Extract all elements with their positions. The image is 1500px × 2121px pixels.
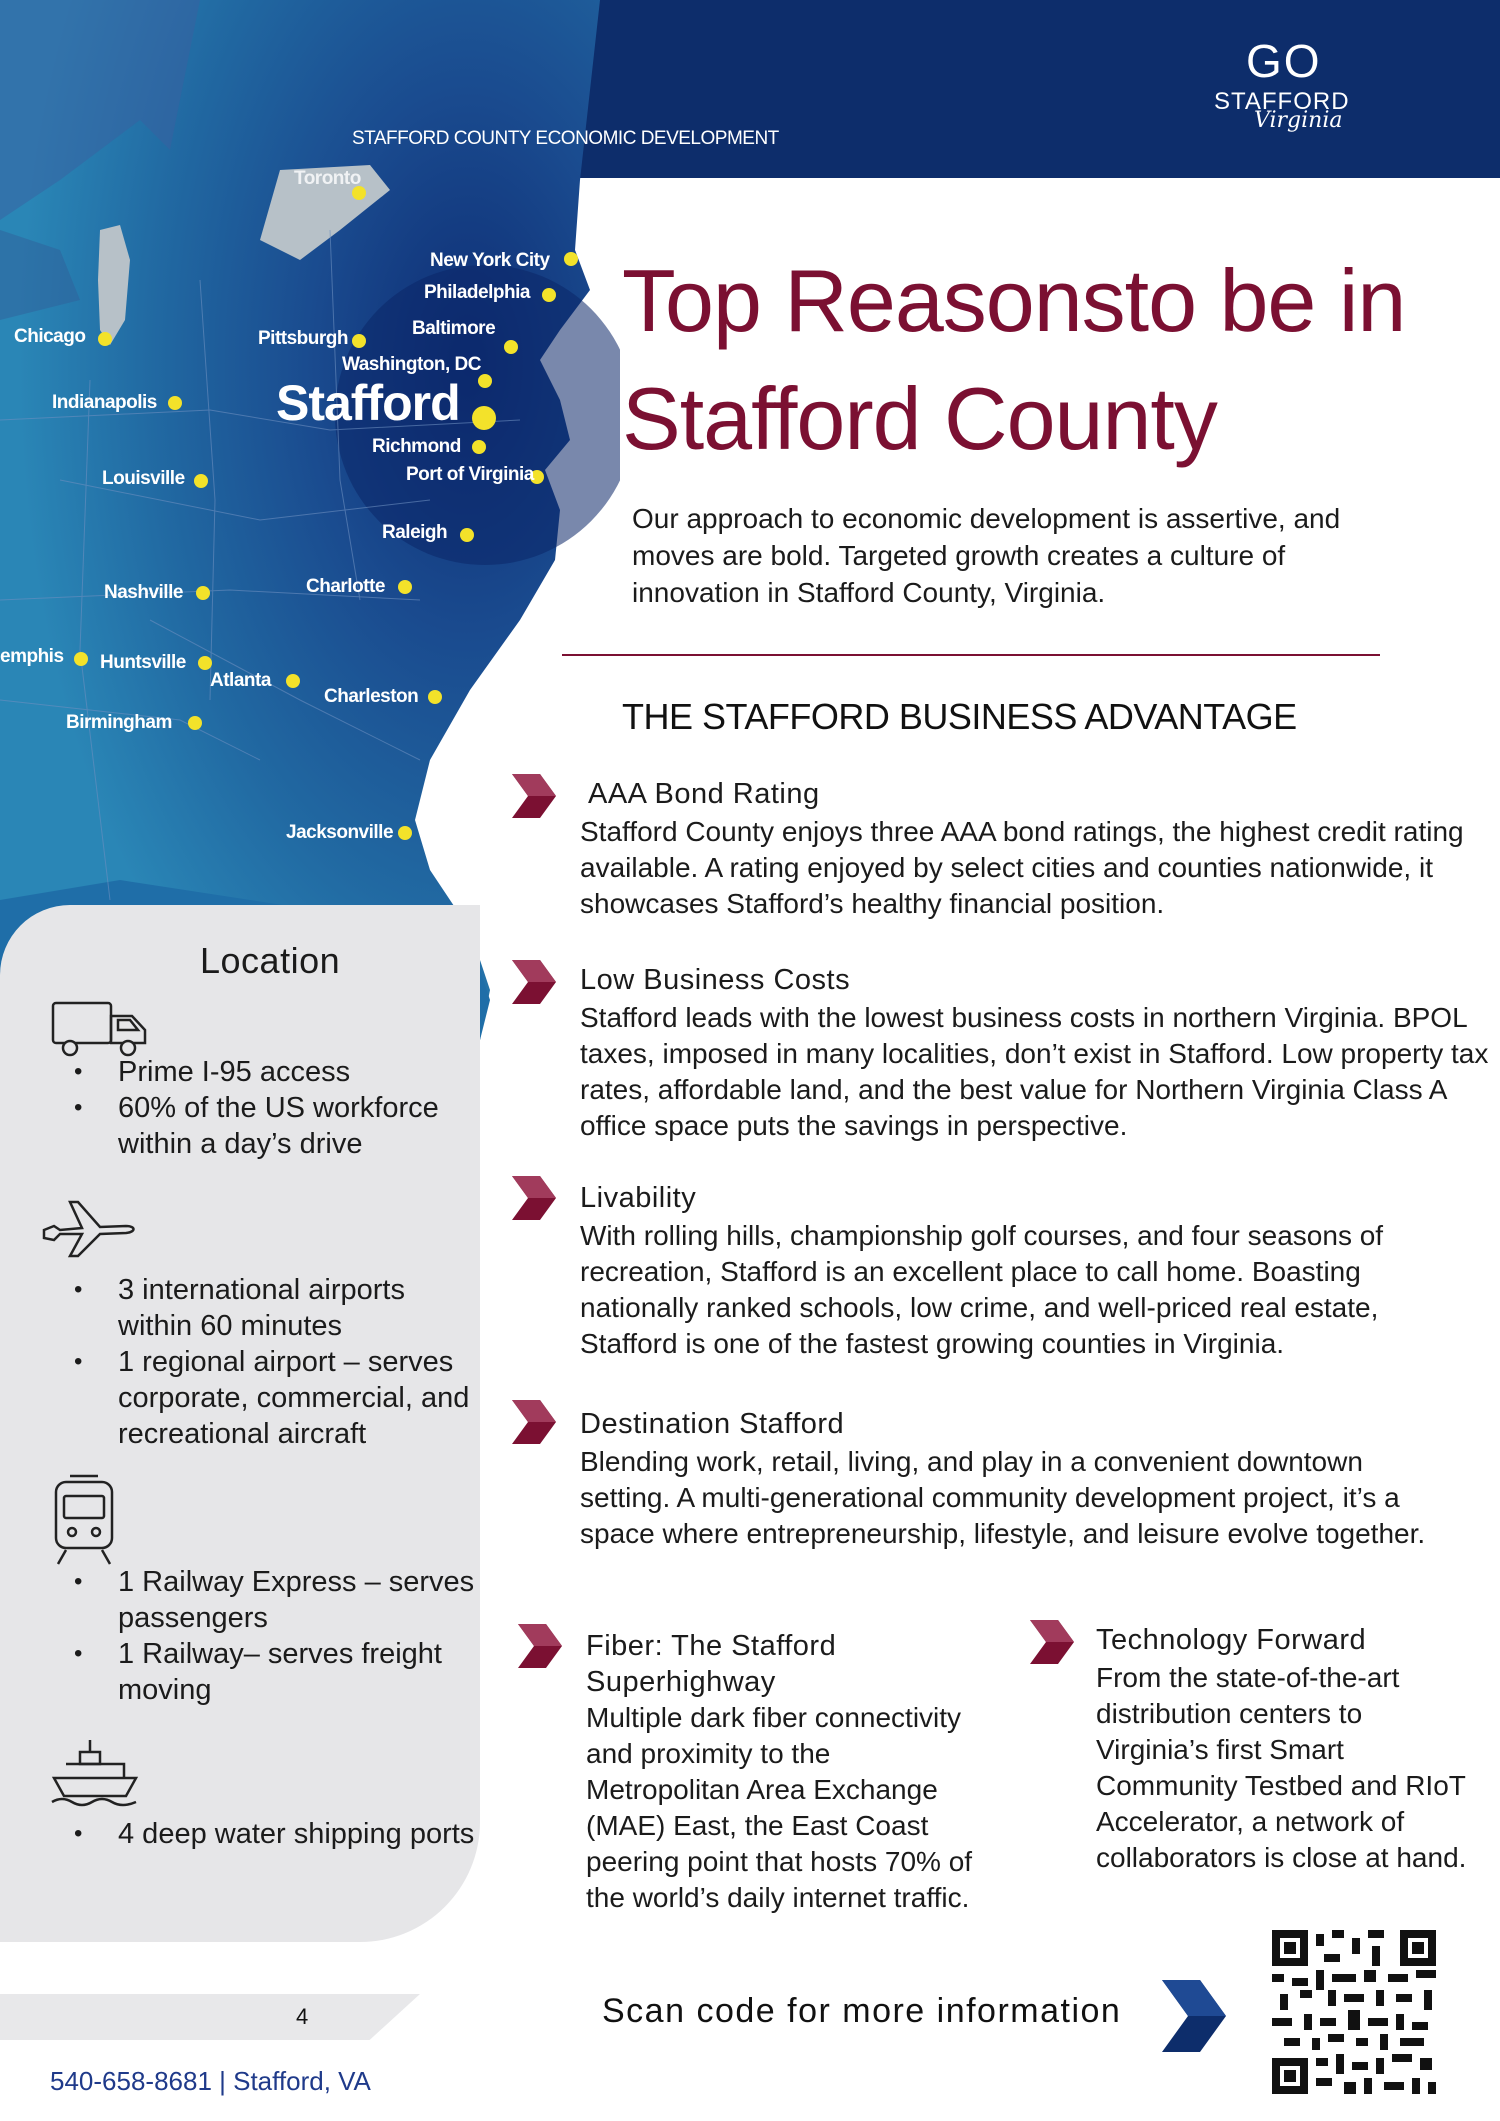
city-dot xyxy=(196,586,210,600)
city-label-pittsburgh: Pittsburgh xyxy=(258,328,348,349)
reason-title: Fiber: The Stafford Superhighway xyxy=(586,1630,837,1698)
city-label-huntsville: Huntsville xyxy=(100,652,186,673)
airplane-icon xyxy=(40,1196,140,1260)
chevron-right-icon xyxy=(510,958,558,1006)
list-item: • 4 deep water shipping ports xyxy=(74,1816,484,1852)
reason-body: Multiple dark fiber connectivity and proximity to the Metropolitan Area Exchange (MAE) East, the East Coast peering point that hosts 70% of the world’s daily internet traffic. xyxy=(586,1702,973,1913)
location-list-rail xyxy=(74,1564,484,1708)
reason-title: Low Business Costs xyxy=(580,964,851,996)
intro-paragraph: Our approach to economic development is assertive, and moves are bold. Targeted growth creates a culture of innovation in Stafford County, Virginia. xyxy=(632,503,1341,608)
qr-code[interactable] xyxy=(1272,1930,1436,2094)
city-dot xyxy=(398,580,412,594)
city-label-richmond: Richmond xyxy=(372,436,461,457)
logo-go: GO xyxy=(1246,35,1322,87)
city-label-charlotte: Charlotte xyxy=(306,576,385,597)
stafford-highlight-label: Stafford xyxy=(276,375,460,431)
city-label-philadelphia: Philadelphia xyxy=(424,282,530,303)
header-subtitle: STAFFORD COUNTY ECONOMIC DEVELOPMENT xyxy=(352,128,779,149)
city-label-toronto: Toronto xyxy=(294,168,361,189)
logo-stafford: STAFFORD xyxy=(1214,88,1350,115)
city-dot xyxy=(194,474,208,488)
city-label-nashville: Nashville xyxy=(104,582,183,603)
scan-code-label: Scan code for more information xyxy=(602,1992,1122,2030)
reason-body: From the state-of-the-art distribution centers to Virginia’s first Smart Community Testbed and RIoT Accelerator, a network of collaborators is close at hand. xyxy=(1096,1662,1467,1873)
truck-icon xyxy=(50,1000,150,1058)
city-label-new-york: New York City xyxy=(430,250,550,271)
city-label-raleigh: Raleigh xyxy=(382,522,448,543)
city-dot xyxy=(286,674,300,688)
list-item: • 3 international airports within 60 minutes xyxy=(74,1272,484,1344)
city-dot xyxy=(188,716,202,730)
city-dot xyxy=(504,340,518,354)
page-title-line1: Top Reasonsto be in xyxy=(622,251,1406,350)
stafford-dot xyxy=(472,406,496,430)
location-list-road xyxy=(74,1054,474,1162)
city-dot xyxy=(564,252,578,266)
city-dot xyxy=(478,374,492,388)
chevron-right-icon xyxy=(516,1622,564,1670)
train-icon xyxy=(52,1474,116,1566)
list-item: • 1 Railway Express – serves passengers xyxy=(74,1564,484,1636)
city-label-memphis: emphis xyxy=(0,646,64,667)
reason-title: Livability xyxy=(580,1182,697,1214)
city-label-jacksonville: Jacksonville xyxy=(286,822,394,843)
reason-title: Technology Forward xyxy=(1096,1624,1367,1656)
chevron-right-icon xyxy=(510,1174,558,1222)
divider xyxy=(562,654,1380,656)
city-dot xyxy=(460,528,474,542)
logo-virginia: Virginia xyxy=(1254,108,1343,133)
chevron-right-icon xyxy=(1028,1618,1076,1666)
region-map xyxy=(0,0,620,1060)
city-dot xyxy=(472,440,486,454)
city-dot xyxy=(198,656,212,670)
advantage-heading: THE STAFFORD BUSINESS ADVANTAGE xyxy=(622,696,1297,737)
city-label-washington-dc: Washington, DC xyxy=(342,354,481,375)
city-dot xyxy=(428,690,442,704)
chevron-right-icon xyxy=(510,1398,558,1446)
city-label-louisville: Louisville xyxy=(102,468,185,489)
city-dot xyxy=(74,652,88,666)
reason-body: Stafford leads with the lowest business costs in northern Virginia. BPOL taxes, imposed in many localities, don’t exist in Stafford. Low property tax rates, affordable land, and the best value for Northern Virginia Class A office space puts the savings in perspective. xyxy=(580,1002,1489,1141)
list-item: • 1 Railway– serves freight moving xyxy=(74,1636,484,1708)
city-label-baltimore: Baltimore xyxy=(412,318,496,339)
city-dot xyxy=(98,332,112,346)
location-list-air xyxy=(74,1272,484,1452)
page-title-line2: Stafford County xyxy=(622,369,1217,468)
city-dot xyxy=(542,288,556,302)
list-item: • Prime I-95 access xyxy=(74,1054,474,1090)
reason-title: AAA Bond Rating xyxy=(588,778,820,810)
reason-body: Blending work, retail, living, and play in a convenient downtown setting. A multi-generational community development project, it’s a space where entrepreneurship, lifestyle, and leisure evolve together. xyxy=(580,1446,1426,1549)
list-item: • 60% of the US workforce within a day’s drive xyxy=(74,1090,474,1162)
reason-body: With rolling hills, championship golf courses, and four seasons of recreation, Stafford is an excellent place to call home. Boasting nationally ranked schools, low crime, and well-priced real estate, Stafford is one of the fastest growing counties in Virginia. xyxy=(580,1220,1384,1359)
contact-info: 540-658-8681 | Stafford, VA xyxy=(50,2066,371,2096)
city-label-port-of-virginia: Port of Virginia xyxy=(406,464,534,485)
reason-body: Stafford County enjoys three AAA bond ratings, the highest credit rating available. A rating enjoyed by select cities and counties nationwide, it showcases Stafford’s healthy financial position. xyxy=(580,816,1464,919)
city-label-indianapolis: Indianapolis xyxy=(52,392,157,413)
city-dot xyxy=(168,396,182,410)
list-item: • 1 regional airport – serves corporate, commercial, and recreational aircraft xyxy=(74,1344,484,1452)
city-label-charleston: Charleston xyxy=(324,686,419,707)
reason-title: Destination Stafford xyxy=(580,1408,845,1440)
page-number-tab xyxy=(0,1994,420,2040)
location-list-ports xyxy=(74,1816,484,1852)
chevron-right-icon xyxy=(1160,1978,1230,2054)
page-number: 4 xyxy=(296,2004,309,2029)
city-dot xyxy=(352,334,366,348)
city-label-chicago: Chicago xyxy=(14,326,86,347)
city-label-birmingham: Birmingham xyxy=(66,712,172,733)
city-label-atlanta: Atlanta xyxy=(210,670,271,691)
chevron-right-icon xyxy=(510,772,558,820)
city-dot xyxy=(398,826,412,840)
ship-icon xyxy=(50,1738,140,1810)
location-title: Location xyxy=(200,940,341,981)
